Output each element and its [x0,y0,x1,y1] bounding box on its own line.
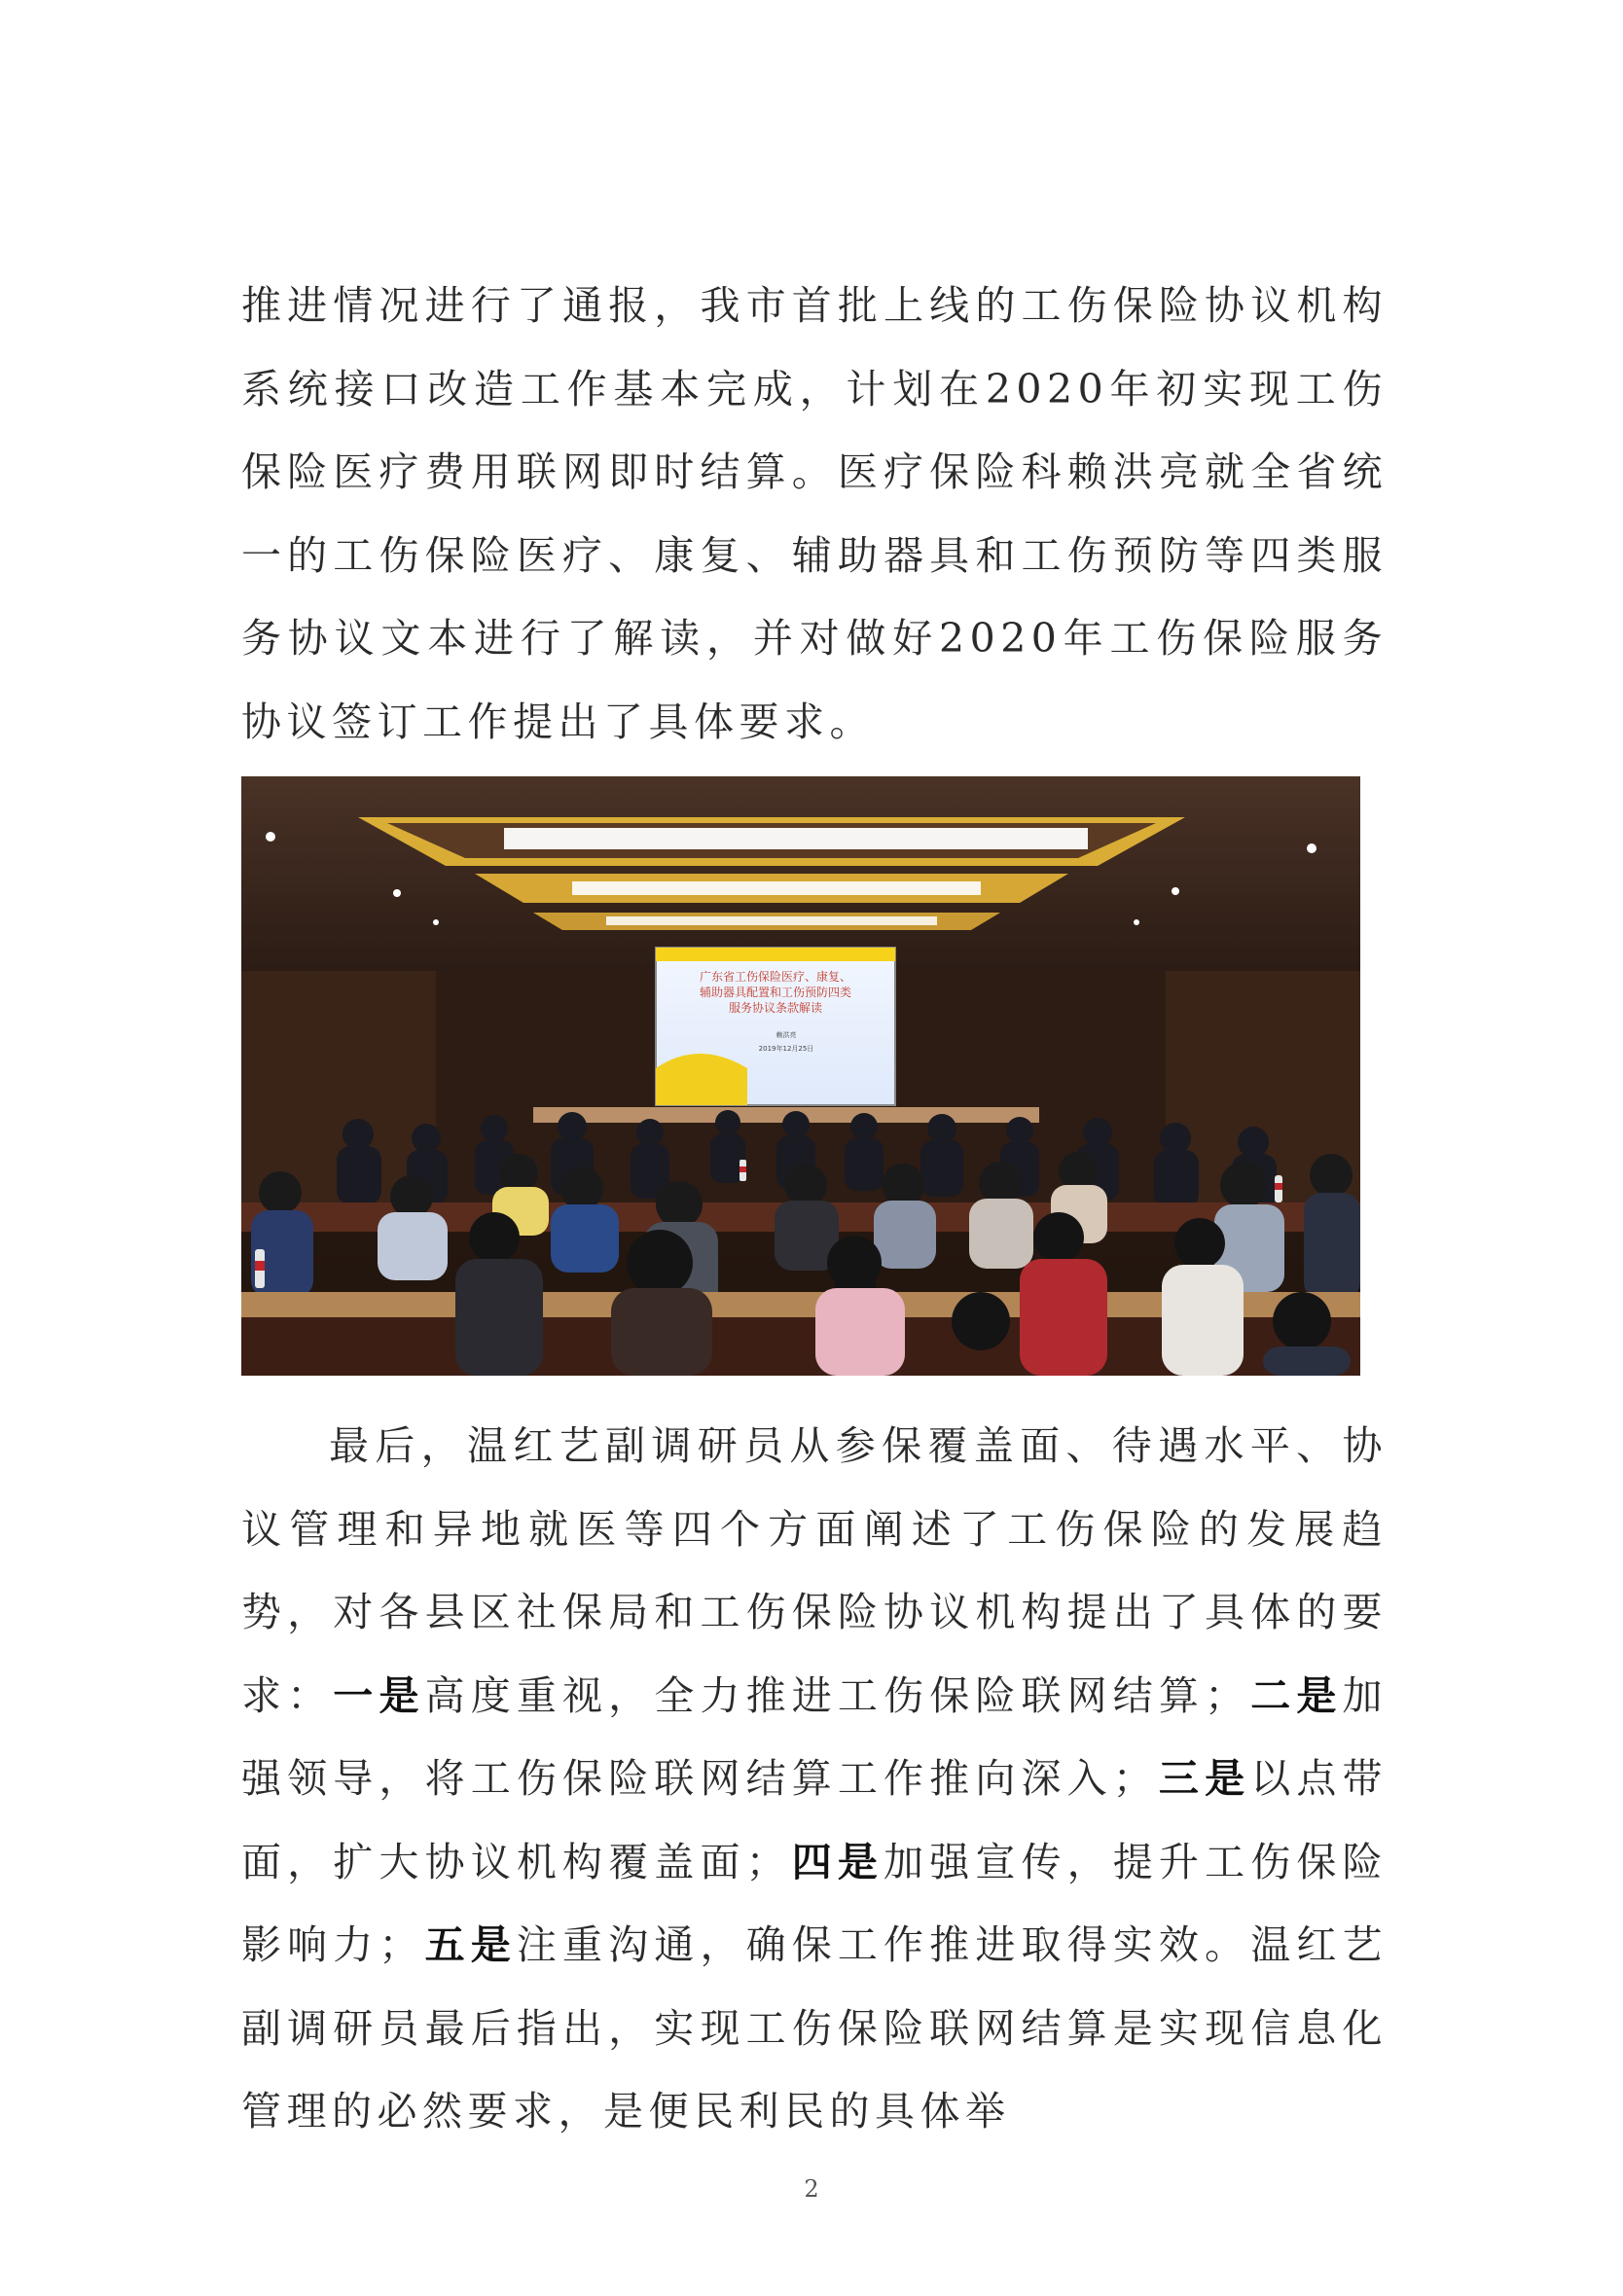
point-1-label: 一是 [333,1671,425,1719]
meeting-photo-drawing [241,776,1360,1376]
point-3-label: 三是 [1158,1755,1251,1802]
screen-title-line-2: 辅助器具配置和工伤预防四类 [699,986,852,999]
paragraph-2 [241,1405,1388,2154]
point-3-text: 以点带面，扩大协议机构覆盖面； [241,1755,1389,1885]
paragraph-2-intro: 最后，温红艺副调研员从参保覆盖面、待遇水平、协议管理和异地就医等四个方面阐述了工伤保险的发展趋势，对各县区社保局和工伤保险协议机构提出了具体的要求： [241,1422,1388,1719]
point-1-text: 高度重视，全力推进工伤保险联网结算； [424,1671,1250,1719]
point-4-text: 加强宣传，提升工伤保险影响力； [241,1838,1389,1968]
point-2-label: 二是 [1249,1671,1343,1719]
paragraph-1: 推进情况进行了通报，我市首批上线的工伤保险协议机构系统接口改造工作基本完成，计划在2020年初实现工伤保险医疗费用联网即时结算。医疗保险科赖洪亮就全省统一的工伤保险医疗、康复、辅助器具和工伤预防等四类服务协议文本进行了解读，并对做好2020年工伤保险服务协议签订工作提出了具体要求。 [241,282,1388,745]
page-number: 2 [804,2175,819,2203]
screen-presenter: 赖洪亮 [775,1031,797,1039]
point-5-text: 注重沟通，确保工作推进取得实效。温红艺副调研员最后指出，实现工伤保险联网结算是实现信息化管理的必然要求，是便民利民的具体举 [241,1921,1388,2135]
point-5-label: 五是 [423,1921,517,1968]
screen-date: 2019年12月25日 [758,1045,814,1053]
point-2-text: 加强领导，将工伤保险联网结算工作推向深入； [241,1671,1389,1802]
point-4-label: 四是 [791,1838,884,1885]
screen-title-line-1: 广东省工伤保险医疗、康复、 [699,970,852,984]
screen-title-line-3: 服务协议条款解读 [728,1001,823,1015]
meeting-photo [241,776,1360,1376]
